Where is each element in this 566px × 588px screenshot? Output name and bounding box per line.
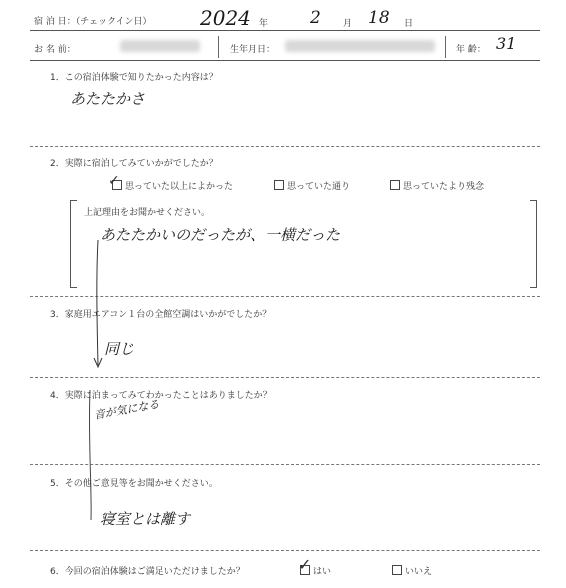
header-line-1 bbox=[30, 30, 540, 31]
q4-answer: 音が気になる bbox=[92, 397, 161, 422]
q2-option-3-label: 思っていたより残念 bbox=[403, 182, 485, 192]
q4-divider bbox=[30, 464, 540, 465]
q4-label: 4．実際に泊まってみてわかったことはありましたか？ bbox=[50, 391, 272, 401]
birth-redacted bbox=[285, 40, 435, 52]
q2-label: 2．実際に宿泊してみていかがでしたか？ bbox=[50, 159, 218, 169]
q1-answer: あたたかさ bbox=[70, 90, 146, 108]
header-divider-1 bbox=[218, 36, 219, 58]
checkbox-icon bbox=[392, 565, 402, 575]
q5-divider bbox=[30, 550, 540, 551]
q6-option-no[interactable] bbox=[392, 564, 432, 577]
q2-option-2-label: 思っていた通り bbox=[287, 182, 351, 192]
q2-reason-label: 上記理由をお聞かせください。 bbox=[84, 208, 211, 218]
q1-label: 1．この宿泊体験で知りたかった内容は？ bbox=[50, 73, 218, 83]
checkbox-icon bbox=[390, 180, 400, 190]
age-value: 31 bbox=[496, 34, 517, 53]
q2-option-1-check: ✓ bbox=[108, 173, 120, 189]
checkbox-icon bbox=[274, 180, 284, 190]
age-label: 年 齢： bbox=[456, 45, 486, 55]
checkin-label: 宿 泊 日：（チェックイン日） bbox=[34, 17, 152, 27]
q3-divider bbox=[30, 377, 540, 378]
year-unit: 年 bbox=[259, 19, 269, 29]
name-label: お 名 前： bbox=[34, 45, 76, 55]
q6-option-yes-label: はい bbox=[313, 567, 332, 577]
q2-reason-bracket-left bbox=[70, 200, 77, 288]
q2-option-1[interactable] bbox=[108, 173, 234, 192]
q2-reason-bracket-right bbox=[530, 200, 537, 288]
q6-option-no-label: いいえ bbox=[405, 567, 433, 577]
day-value: 18 bbox=[368, 8, 390, 28]
month-unit: 月 bbox=[343, 19, 353, 29]
q6-option-yes-check: ✓ bbox=[298, 555, 312, 574]
q2-option-1-label: 思っていた以上によかった bbox=[125, 182, 234, 192]
q2-option-3[interactable] bbox=[390, 179, 484, 192]
q2-option-2[interactable] bbox=[274, 179, 350, 192]
q1-divider bbox=[30, 146, 540, 147]
q5-label: 5．その他ご意見等をお聞かせください。 bbox=[50, 479, 218, 489]
q3-answer: 同じ bbox=[104, 340, 135, 358]
q6-option-yes[interactable] bbox=[298, 555, 332, 577]
q2-reason-answer: あたたかいのだったが、一横だった bbox=[100, 226, 341, 244]
header-divider-2 bbox=[445, 36, 446, 58]
q3-label: 3．家庭用エアコン１台の全館空調はいかがでしたか？ bbox=[50, 310, 272, 320]
year-value: 2024 bbox=[200, 6, 251, 30]
header-line-2 bbox=[30, 60, 540, 61]
name-redacted bbox=[120, 40, 200, 52]
q5-answer: 寝室とは離す bbox=[100, 510, 191, 528]
birth-label: 生年月日： bbox=[230, 45, 276, 55]
q6-label: 6．今回の宿泊体験はご満足いただけましたか？ bbox=[50, 567, 245, 577]
day-unit: 日 bbox=[404, 19, 414, 29]
month-value: 2 bbox=[310, 8, 321, 28]
